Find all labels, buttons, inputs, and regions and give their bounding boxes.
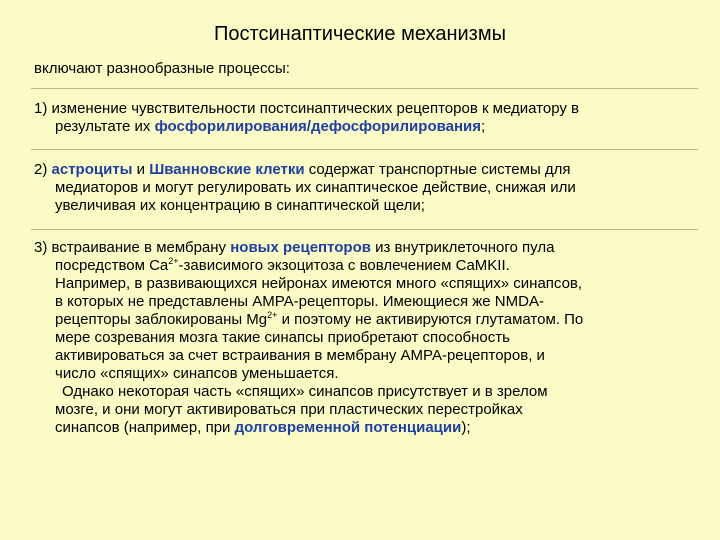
separator-line [31, 88, 698, 89]
item1-line1: 1) изменение чувствительности постсинаптических рецепторов к медиатору в [34, 100, 580, 117]
item3-line1: 3) встраивание в мембрану новых рецепторов из внутриклеточного пула [34, 239, 555, 256]
item2-line1: 2) астроциты и Шванновские клетки содержат транспортные системы для [34, 161, 571, 178]
intro-text: включают разнообразные процессы: [34, 60, 290, 77]
item3-line7: активироваться за счет встраивания в мембрану AMPA-рецепторов, и [55, 347, 545, 364]
highlight-phosphorylation: фосфорилирования/дефосфорилирования [154, 118, 482, 135]
item3-line11: синапсов (например, при долговременной потенциации); [55, 419, 471, 436]
list-item-3 [34, 239, 698, 437]
item3-line3: Например, в развивающихся нейронах имеются много «спящих» синапсов, [55, 275, 583, 292]
separator-line [31, 149, 698, 150]
slide-title: Постсинаптические механизмы [214, 23, 506, 45]
separator-line [31, 229, 698, 230]
item2-line2: медиаторов и могут регулировать их синаптическое действие, снижая или [55, 179, 576, 196]
item3-line4: в которых не представлены AMPA-рецепторы. Имеющиеся же NMDA- [55, 293, 544, 310]
highlight-ltp: долговременной потенциации [234, 419, 462, 436]
highlight-astrocytes: астроциты [51, 161, 133, 178]
item2-line3: увеличивая их концентрацию в синаптической щели; [55, 197, 425, 214]
item3-line2: посредством $Ca^{2+}$-зависимого экзоцитоза с вовлечением CaMKII. [55, 256, 510, 274]
item3-line6: мере созревания мозга такие синапсы приобретают способность [55, 329, 510, 346]
item3-line5: рецепторы заблокированы $Mg^{2+}$ и поэтому не активируются глутаматом. По [55, 310, 584, 328]
item3-line8: число «спящих» синапсов уменьшается. [55, 365, 339, 382]
list-item-1 [34, 100, 698, 136]
item1-line2: результате их фосфорилирования/дефосфорилирования; [55, 118, 486, 135]
highlight-schwann-cells: Шванновские клетки [149, 161, 305, 178]
item3-line9: Однако некоторая часть «спящих» синапсов присутствует и в зрелом [62, 383, 548, 400]
list-item-2 [34, 161, 698, 215]
highlight-new-receptors: новых рецепторов [230, 239, 371, 256]
item3-line10: мозге, и они могут активироваться при пластических перестройках [55, 401, 523, 418]
